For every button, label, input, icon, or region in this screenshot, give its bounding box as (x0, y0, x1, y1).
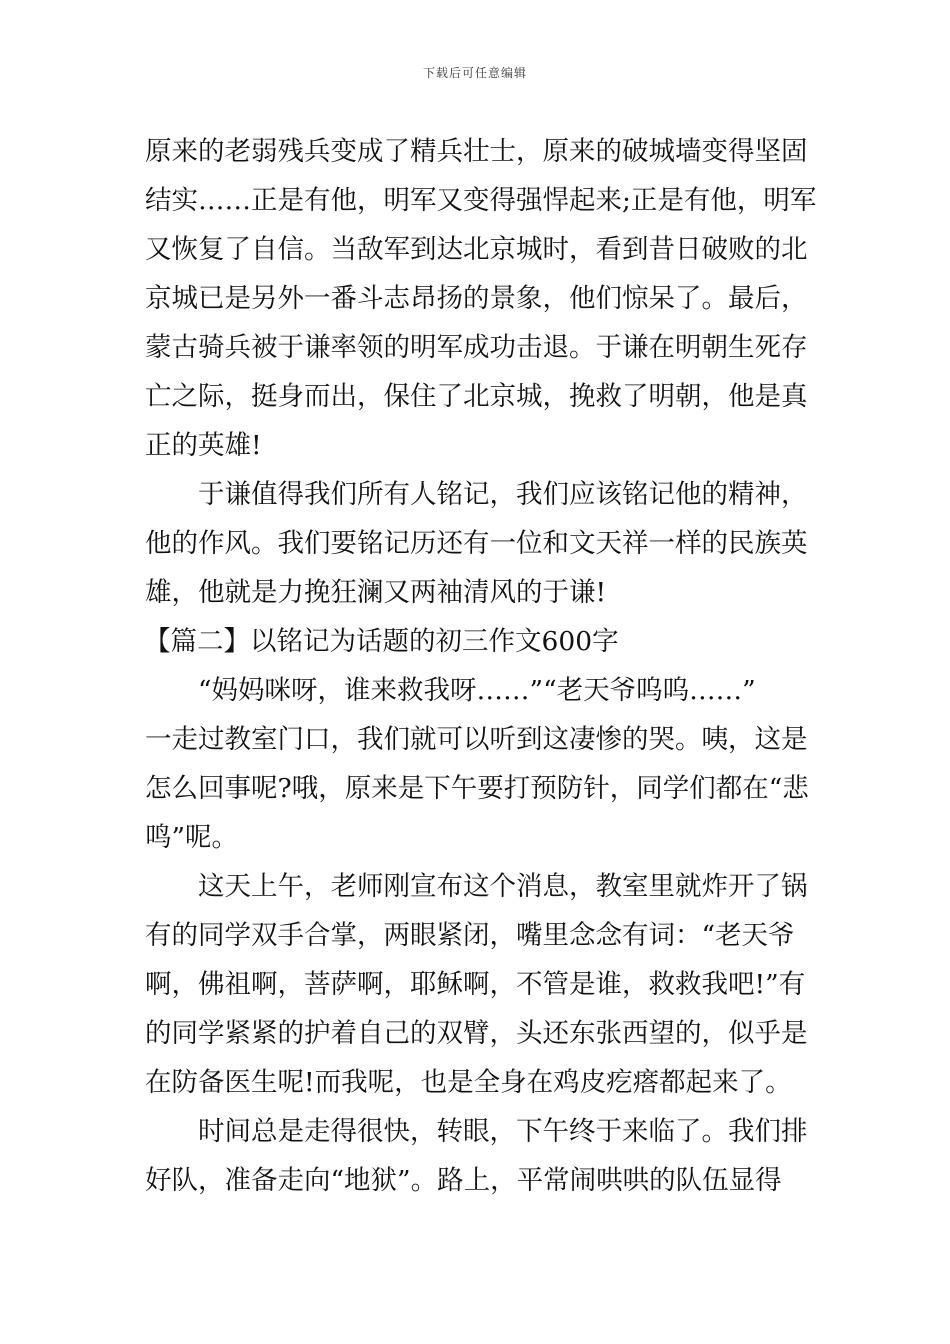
paragraph-start-line: 这天上午，老师刚宣布这个消息，教室里就炸开了锅 (198, 871, 808, 902)
text-line: 鸣”呢。 (145, 822, 239, 853)
text-line: 原来的老弱残兵变成了精兵壮士，原来的破城墙变得坚固 (145, 136, 808, 167)
text-line: 正的英雄! (145, 430, 262, 461)
paragraph-start-line: “妈妈咪呀，谁来救我呀……”“老天爷呜呜……” (198, 675, 756, 706)
page-header: 下载后可任意编辑 (422, 66, 527, 80)
paragraph-start-line: 于谦值得我们所有人铭记，我们应该铭记他的精神， (198, 479, 808, 510)
text-line: 啊，佛祖啊，菩萨啊，耶稣啊，不管是谁，救救我吧!”有 (145, 969, 806, 1000)
text-line: 亡之际，挺身而出，保住了北京城，挽救了明朝，他是真 (145, 381, 808, 412)
paragraph-start-line: 时间总是走得很快，转眼，下午终于来临了。我们排 (198, 1116, 808, 1147)
text-line: 京城已是另外一番斗志昂扬的景象，他们惊呆了。最后， (145, 283, 808, 314)
text-line: 又恢复了自信。当敌军到达北京城时，看到昔日破败的北 (145, 234, 808, 265)
text-line: 雄，他就是力挽狂澜又两袖清风的于谦! (145, 577, 607, 608)
section-heading: 【篇二】以铭记为话题的初三作文600字 (144, 626, 619, 657)
document-body (144, 127, 817, 1205)
text-line: 的同学紧紧的护着自己的双臂，头还东张西望的，似乎是 (145, 1018, 808, 1049)
text-line: 好队，准备走向“地狱”。路上，平常闹哄哄的队伍显得 (145, 1165, 782, 1196)
text-line: 有的同学双手合掌，两眼紧闭，嘴里念念有词：“老天爷 (145, 920, 795, 951)
text-line: 怎么回事呢?哦，原来是下午要打预防针，同学们都在“悲 (145, 773, 809, 804)
text-line: 一走过教室门口，我们就可以听到这凄惨的哭。咦，这是 (145, 724, 808, 755)
text-line: 他的作风。我们要铭记历还有一位和文天祥一样的民族英 (145, 528, 808, 559)
text-line: 在防备医生呢!而我呢，也是全身在鸡皮疙瘩都起来了。 (145, 1067, 792, 1098)
text-line: 结实……正是有他，明军又变得强悍起来;正是有他，明军 (145, 185, 817, 216)
text-line: 蒙古骑兵被于谦率领的明军成功击退。于谦在明朝生死存 (145, 332, 808, 363)
